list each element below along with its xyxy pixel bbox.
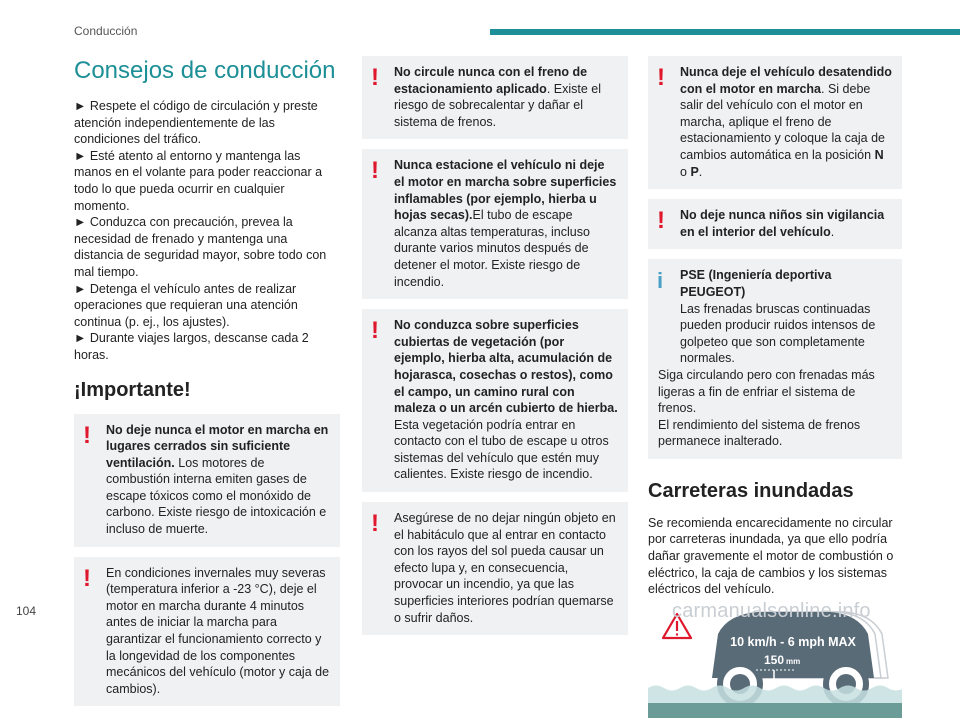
list-item: ► Durante viajes largos, descanse cada 2 horas.: [74, 331, 309, 362]
important-heading: ¡Importante!: [74, 378, 191, 401]
list-item: ► Respete el código de circulación y preste atención independientemente de las condiciones del tráfico.: [74, 99, 318, 147]
warning-exclamation-icon: !: [371, 317, 379, 345]
warning-exclamation-icon: !: [83, 564, 91, 592]
note-text: o: [680, 164, 691, 179]
gear-n: N: [874, 147, 884, 162]
page-number: 104: [16, 604, 37, 618]
note-text: El tubo de escape alcanza altas temperaturas, incluso durante varios minutos después de detener el motor. Existe riesgo de incendio.: [394, 208, 590, 289]
note-bold: No circule nunca con el freno de estacionamiento aplicado: [394, 65, 588, 96]
note-bold: Nunca estacione el vehículo ni deje el motor en marcha sobre superficies inflamables (por ejemplo, hierba u hojas secas).: [394, 158, 617, 223]
driving-tips-list: [74, 98, 340, 364]
warning-exclamation-icon: !: [371, 510, 379, 538]
warning-exclamation-icon: !: [83, 421, 91, 449]
flood-text: Se recomienda encarecidamente no circular por carreteras inundada, ya que ello podría dañar gravemente el motor de combustión o eléctrico, la caja de cambios y los sistemas eléctricos del vehículo.: [648, 515, 894, 597]
note-text: .: [830, 224, 835, 239]
speed-limit-label: 10 km/h - 6 mph MAX: [730, 634, 856, 649]
list-item: ► Esté atento al entorno y mantenga las manos en el volante para poder reaccionar a todo lo que pueda ocurrir en cualquier momento.: [74, 148, 323, 213]
note-text: Los motores de combustión interna emiten gases de escape tóxicos como el monóxido de carbono. Existe riesgo de intoxicación e incluso de muerte.: [106, 455, 327, 537]
note-text: En condiciones invernales muy severas (temperatura inferior a -23 °C), deje el motor en marcha durante 4 minutos antes de iniciar la marcha para garantizar el funcionamiento correcto y la longevidad de los componentes mecánicos del vehículo (motor y caja de cambios).: [106, 565, 330, 696]
warning-note: [74, 414, 340, 547]
warning-note: [362, 502, 628, 635]
note-bold: No deje nunca el motor en marcha en lugares cerrados sin suficiente ventilación.: [106, 422, 329, 470]
note-text: El rendimiento del sistema de frenos permanece inalterado.: [658, 417, 861, 449]
list-item: ► Conduzca con precaución, prevea la necesidad de frenado y mantenga una distancia de seguridad mayor, sobre todo con mal tiempo.: [74, 215, 327, 279]
section-label: Conducción: [74, 24, 138, 38]
header-accent-bar: [490, 29, 960, 35]
warning-exclamation-icon: !: [657, 207, 665, 235]
column-2: [362, 56, 628, 645]
warning-note: [362, 56, 628, 139]
note-bold: Nunca deje el vehículo desatendido con el motor en marcha: [680, 65, 892, 96]
depth-unit: mm: [786, 656, 801, 666]
warning-exclamation-icon: !: [657, 64, 665, 91]
note-bold: PSE (Ingeniería deportiva PEUGEOT): [680, 268, 832, 299]
warning-note: [74, 557, 340, 707]
note-text: Esta vegetación podría entrar en contacto con el tubo de escape u otros sistemas del vehículo que estén muy calientes. Existe riesgo de incendio.: [394, 417, 609, 482]
warning-note: [648, 199, 902, 249]
gear-p: P: [690, 164, 699, 179]
note-bold: No deje nunca niños sin vigilancia en el interior del vehículo: [680, 208, 885, 239]
warning-note: [648, 56, 902, 189]
depth-value: 150: [764, 652, 785, 667]
list-item: ► Detenga el vehículo antes de realizar operaciones que requieran una atención continua (p. ej., los ajustes).: [74, 281, 298, 329]
watermark: carmanualsonline.info: [672, 600, 871, 622]
note-text: .: [698, 164, 703, 179]
flooded-road-illustration: [648, 608, 902, 718]
info-note: [648, 259, 902, 459]
note-text: Asegúrese de no dejar ningún objeto en el habitáculo que al entrar en contacto con los rayos del sol pueda causar un efecto lupa y, en consecuencia, provocar un incendio, ya que las superficies interiores podrían quemarse o sufrir daños.: [394, 511, 616, 625]
flood-heading: Carreteras inundadas: [648, 479, 854, 502]
note-text: . Si debe salir del vehículo con el motor en marcha, aplique el freno de estacionamiento y coloque la caja de cambios automática en la posición: [680, 81, 885, 162]
note-text: . Existe el riesgo de sobrecalentar y dañar el sistema de frenos.: [394, 81, 602, 129]
road-surface: [648, 703, 902, 718]
page-title: Consejos de conducción: [74, 57, 336, 84]
warning-note: [362, 149, 628, 299]
note-bold: No conduzca sobre superficies cubiertas de vegetación (por ejemplo, hierba alta, acumulación de hojarasca, cosechas o restos), como el campo, un camino rural con maleza o un arcén cubierto de hierba.: [394, 318, 618, 416]
warning-note: [362, 309, 628, 492]
note-text: Siga circulando pero con frenadas más ligeras a fin de enfriar el sistema de frenos.: [658, 367, 875, 416]
warning-exclamation-icon: !: [371, 157, 379, 185]
note-text: Las frenadas bruscas continuadas pueden producir ruidos intensos de golpeteo que son completamente normales.: [680, 301, 876, 366]
warning-exclamation-icon: !: [371, 64, 379, 91]
column-1: [74, 50, 340, 716]
info-icon: i: [657, 268, 664, 294]
